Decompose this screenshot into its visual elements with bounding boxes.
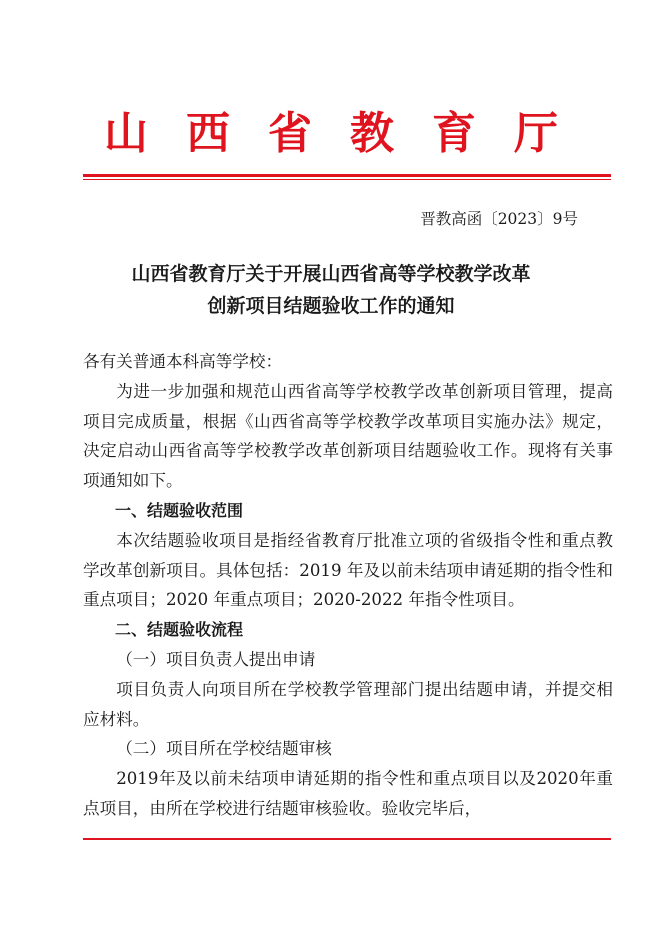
document-title-line-2: 创新项目结题验收工作的通知: [207, 295, 455, 317]
footer-rule-thick-line: [83, 838, 611, 840]
section-1-paragraph: 本次结题验收项目是指经省教育厅批准立项的省级指令性和重点教学改革创新项目。具体包括：2019 年及以前未结项申请延期的指令性和重点项目；2020 年重点项目；2020-2022 年指令性项目。: [83, 530, 613, 610]
document-body: [83, 347, 613, 824]
document-number: 晋教高函〔2023〕9号: [420, 210, 578, 228]
footer-red-rule: [83, 838, 611, 840]
section-2-heading: 二、结题验收流程: [115, 620, 244, 640]
section-1-heading: 一、结题验收范围: [115, 500, 244, 520]
header-red-rule: [83, 174, 611, 180]
document-title: [0, 258, 662, 322]
issuing-organization: 山西省教育厅: [104, 108, 596, 159]
salutation: 各有关普通本科高等学校：: [83, 352, 283, 371]
subsection-2-heading: （二）项目所在学校结题审核: [116, 739, 332, 759]
header-rule-thin-line: [83, 179, 611, 180]
intro-paragraph: 为进一步加强和规范山西省高等学校教学改革创新项目管理，提高项目完成质量，根据《山西省高等学校教学改革项目实施办法》规定，决定启动山西省高等学校教学改革创新项目结题验收工作。现将有关事项通知如下。: [83, 381, 613, 491]
subsection-1-heading: （一）项目负责人提出申请: [116, 649, 316, 669]
subsection-1-paragraph: 项目负责人向项目所在学校教学管理部门提出结题申请，并提交相应材料。: [83, 679, 613, 729]
header-rule-thick-line: [83, 174, 611, 177]
subsection-2-paragraph: 2019年及以前未结项申请延期的指令性和重点项目以及2020年重点项目，由所在学校进行结题审核验收。验收完毕后，: [83, 769, 613, 818]
document-title-line-1: 山西省教育厅关于开展山西省高等学校教学改革: [131, 263, 531, 285]
